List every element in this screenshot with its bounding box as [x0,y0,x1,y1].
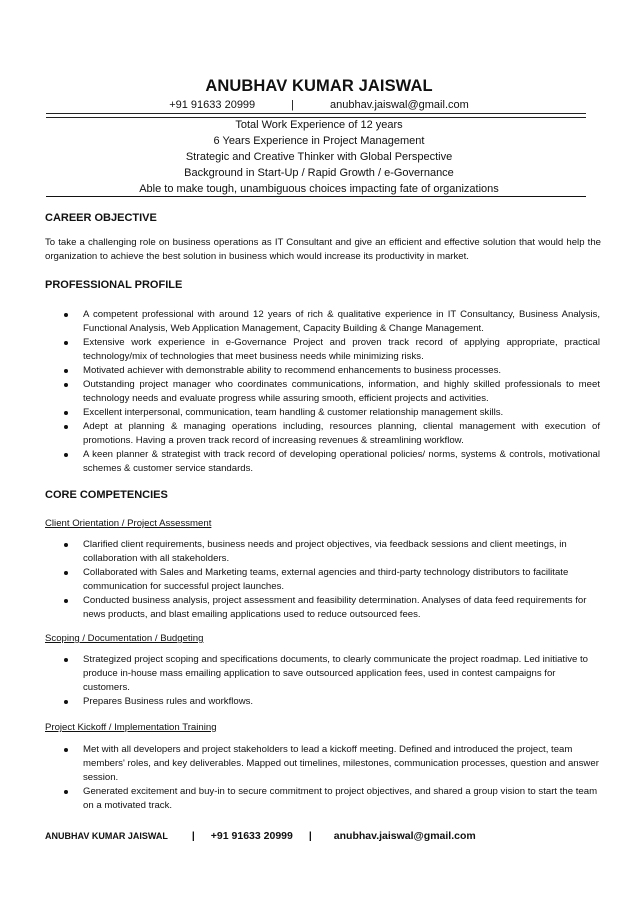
bullet-icon [64,658,68,662]
bullet-icon [64,571,68,575]
list-item: Generated excitement and buy-in to secure commitment to project objectives, and shared a group vision to start the team on a motivated track. [64,785,600,813]
competency-group-title: Project Kickoff / Implementation Training [45,722,217,733]
contact-phone: +91 91633 20999 [169,99,256,111]
contact-line [0,99,638,111]
list-item: Collaborated with Sales and Marketing teams, external agencies and third-party technology distributors to facilitate communication for successful project launches. [64,566,600,594]
page-footer [45,830,476,842]
header-divider-bottom [46,196,586,197]
bullet-icon [64,383,68,387]
summary-line: Strategic and Creative Thinker with Global Perspective [185,151,453,163]
list-item: Strategized project scoping and specifications documents, to clearly communicate the project roadmap. Led initiative to produce in-house mass emailing application to save outsourced application fees, used in contest campaigns for customers. [64,653,600,695]
bullet-icon [64,700,68,704]
list-item: A keen planner & strategist with track record of developing operational policies/ norms, systems & controls, motivational schemes & customer service standards. [64,448,600,476]
professional-profile-list [64,308,600,476]
footer-separator: | [308,830,312,842]
competency-group-list [64,743,600,813]
summary-block [0,117,638,197]
contact-separator: | [291,99,295,111]
bullet-icon [64,748,68,752]
candidate-name: ANUBHAV KUMAR JAISWAL [205,77,433,95]
competency-group-title: Client Orientation / Project Assessment [45,518,212,529]
bullet-icon [64,599,68,603]
list-item: Prepares Business rules and workflows. [64,695,600,709]
contact-email[interactable]: anubhav.jaiswal@gmail.com [330,99,469,111]
summary-line: Total Work Experience of 12 years [235,119,403,131]
competency-group-list [64,653,600,709]
summary-line: Able to make tough, unambiguous choices impacting fate of organizations [139,183,499,195]
summary-line: Background in Start-Up / Rapid Growth / e-Governance [184,167,454,179]
bullet-icon [64,453,68,457]
competency-group-title: Scoping / Documentation / Budgeting [45,633,204,644]
list-item: Adept at planning & managing operations including, resources planning, cliental management with execution of promotions. Having a proven track record of increasing revenues & streamlining workflow. [64,420,600,448]
list-item: Met with all developers and project stakeholders to lead a kickoff meeting. Defined and introduced the project, team members' roles, and key deliverables. Mapped out timelines, milestones, communication processes, question and answer session. [64,743,600,785]
list-item: Excellent interpersonal, communication, team handling & customer relationship management skills. [64,406,600,420]
bullet-icon [64,411,68,415]
list-item: Extensive work experience in e-Governance Project and proven track record of applying appropriate, practical technology/mix of technologies that meet business needs while minimizing risks. [64,336,600,364]
bullet-icon [64,543,68,547]
bullet-icon [64,341,68,345]
competency-group-list [64,538,600,622]
career-objective-text: To take a challenging role on business operations as IT Consultant and give an efficient and effective solution that would help the organization to achieve the best solution in business which would increase its productivity in market. [45,237,601,262]
footer-phone: +91 91633 20999 [210,830,293,842]
list-item: Outstanding project manager who coordinates communications, information, and highly skilled professionals to meet technology needs and evaluate progress while assuring smooth, efficient projects and activities. [64,378,600,406]
list-item: Conducted business analysis, project assessment and feasibility determination. Analyses of data feed requirements for news products, and blast emailing applications used to reduce outsourced fees. [64,594,600,622]
footer-separator: | [191,830,195,842]
bullet-icon [64,425,68,429]
list-item: Clarified client requirements, business needs and project objectives, via feedback sessions and client meetings, in collaboration with all stakeholders. [64,538,600,566]
section-heading-career-objective: CAREER OBJECTIVE [45,212,157,224]
list-item: Motivated achiever with demonstrable ability to recommend enhancements to business processes. [64,364,600,378]
section-heading-core-competencies: CORE COMPETENCIES [45,489,168,501]
section-heading-professional-profile: PROFESSIONAL PROFILE [45,279,183,291]
footer-name: ANUBHAV KUMAR JAISWAL [45,831,168,841]
footer-email[interactable]: anubhav.jaiswal@gmail.com [333,830,476,842]
bullet-icon [64,313,68,317]
list-item: A competent professional with around 12 years of rich & qualitative experience in IT Consultancy, Business Analysis, Functional Analysis, Web Application Management, Capacity Building & Change Management. [64,308,600,336]
bullet-icon [64,369,68,373]
summary-line: 6 Years Experience in Project Management [213,135,425,147]
bullet-icon [64,790,68,794]
